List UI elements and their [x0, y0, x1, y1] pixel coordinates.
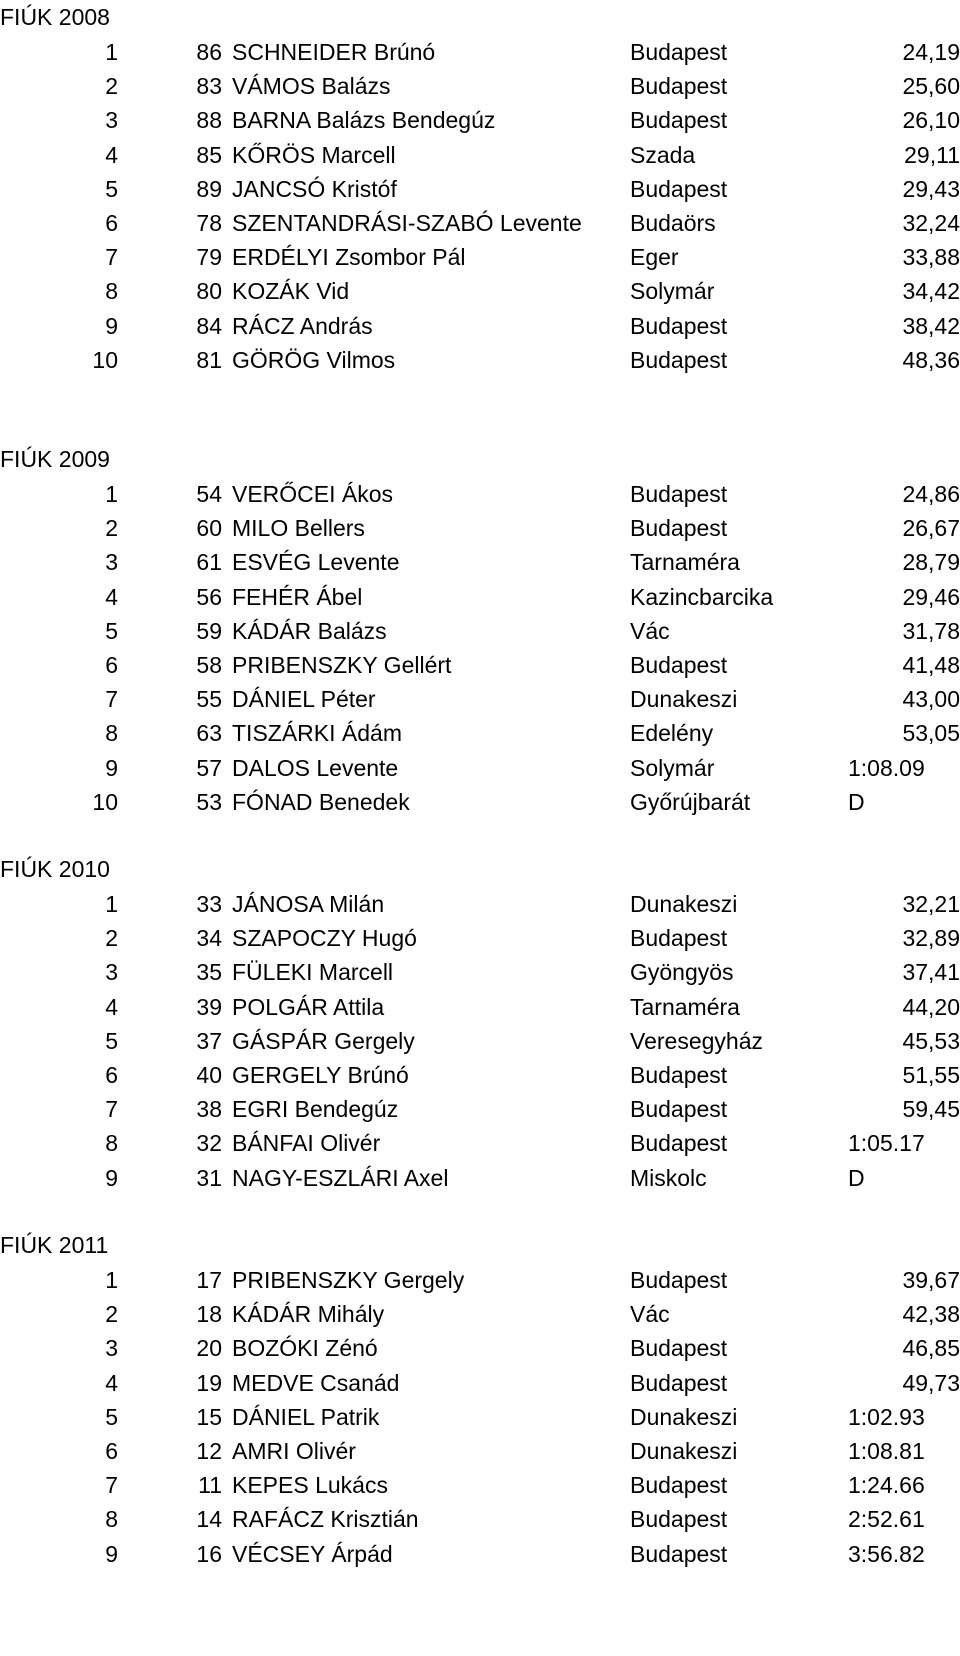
bib-number-cell: 33: [196, 891, 222, 917]
place-cell: 8: [105, 278, 118, 305]
result-row: [0, 239, 960, 275]
time-cell: 31,78: [902, 617, 960, 644]
place-cell: 7: [105, 1472, 118, 1499]
result-row: [0, 1091, 960, 1127]
result-row: [0, 137, 960, 173]
place-cell: 2: [105, 1301, 118, 1328]
time-cell: 24,86: [902, 481, 960, 507]
time-cell: 44,20: [902, 993, 960, 1020]
time-cell: D: [848, 1164, 865, 1191]
bib-number-cell: 11: [198, 1472, 222, 1499]
athlete-name-cell: AMRI Olivér: [232, 1438, 356, 1464]
bib-number-cell: 12: [196, 1438, 222, 1464]
athlete-name-cell: JANCSÓ Kristóf: [232, 175, 397, 202]
athlete-name-cell: EGRI Bendegúz: [232, 1096, 399, 1123]
bib-number-cell: 54: [196, 481, 222, 507]
result-row: [0, 1399, 960, 1435]
city-cell: Budapest: [630, 312, 728, 339]
section-title: FIÚK 2009: [0, 446, 110, 472]
athlete-name-cell: SZENTANDRÁSI-SZABÓ Levente: [232, 210, 582, 236]
place-cell: 9: [105, 1164, 118, 1191]
time-cell: 3:56.82: [848, 1540, 925, 1567]
result-row: [0, 205, 960, 241]
bib-number-cell: 15: [196, 1403, 222, 1430]
time-cell: 25,60: [902, 73, 960, 100]
place-cell: 10: [92, 788, 118, 815]
athlete-name-cell: TISZÁRKI Ádám: [232, 720, 402, 747]
athlete-name-cell: PRIBENSZKY Gergely: [232, 1267, 465, 1293]
place-cell: 6: [105, 652, 118, 678]
result-row: [0, 920, 960, 956]
time-cell: 39,67: [902, 1267, 960, 1293]
time-cell: 48,36: [902, 346, 960, 373]
bib-number-cell: 32: [196, 1130, 222, 1157]
time-cell: 29,11: [904, 141, 960, 168]
city-cell: Budapest: [630, 925, 728, 952]
time-cell: 45,53: [902, 1027, 960, 1054]
bib-number-cell: 19: [196, 1369, 222, 1396]
bib-number-cell: 34: [196, 925, 222, 952]
athlete-name-cell: BÁNFAI Olivér: [232, 1130, 381, 1157]
place-cell: 1: [105, 1267, 118, 1293]
time-cell: D: [848, 788, 865, 815]
athlete-name-cell: ESVÉG Levente: [232, 549, 400, 576]
bib-number-cell: 35: [196, 959, 222, 986]
result-row: [0, 613, 960, 649]
city-cell: Szada: [630, 141, 696, 168]
result-row: [0, 342, 960, 378]
athlete-name-cell: JÁNOSA Milán: [232, 891, 385, 917]
result-row: [0, 1125, 960, 1161]
place-cell: 7: [105, 686, 118, 713]
athlete-name-cell: VÉCSEY Árpád: [232, 1540, 393, 1567]
place-cell: 1: [105, 891, 118, 917]
city-cell: Dunakeszi: [630, 1438, 738, 1464]
bib-number-cell: 39: [196, 993, 222, 1020]
time-cell: 34,42: [902, 278, 960, 305]
time-cell: 26,10: [902, 107, 960, 134]
bib-number-cell: 56: [196, 583, 222, 610]
place-cell: 3: [105, 1335, 118, 1362]
city-cell: Solymár: [630, 754, 715, 781]
place-cell: 6: [105, 210, 118, 236]
result-row: [0, 954, 960, 990]
result-row: [0, 647, 960, 683]
result-row: [0, 544, 960, 580]
bib-number-cell: 59: [196, 617, 222, 644]
athlete-name-cell: MILO Bellers: [232, 515, 365, 542]
athlete-name-cell: KEPES Lukács: [232, 1472, 388, 1499]
bib-number-cell: 60: [196, 515, 222, 542]
city-cell: Budapest: [630, 515, 728, 542]
bib-number-cell: 89: [196, 175, 222, 202]
result-row: [0, 681, 960, 717]
city-cell: Eger: [630, 244, 679, 271]
place-cell: 5: [105, 1027, 118, 1054]
place-cell: 9: [105, 754, 118, 781]
athlete-name-cell: DÁNIEL Patrik: [232, 1403, 380, 1430]
place-cell: 8: [105, 1130, 118, 1157]
athlete-name-cell: FÓNAD Benedek: [232, 788, 410, 815]
city-cell: Budapest: [630, 1472, 728, 1499]
result-row: [0, 784, 960, 820]
bib-number-cell: 38: [196, 1096, 222, 1123]
bib-number-cell: 61: [196, 549, 222, 576]
bib-number-cell: 86: [196, 39, 222, 65]
athlete-name-cell: PRIBENSZKY Gellért: [232, 652, 452, 678]
bib-number-cell: 58: [196, 652, 222, 678]
time-cell: 32,24: [902, 210, 960, 236]
athlete-name-cell: FÜLEKI Marcell: [232, 959, 394, 986]
result-row: [0, 886, 960, 922]
place-cell: 2: [105, 925, 118, 952]
athlete-name-cell: NAGY-ESZLÁRI Axel: [232, 1164, 449, 1191]
city-cell: Tarnaméra: [630, 549, 740, 576]
athlete-name-cell: DÁNIEL Péter: [232, 686, 376, 713]
result-row: [0, 102, 960, 138]
time-cell: 41,48: [902, 652, 960, 678]
place-cell: 6: [105, 1062, 118, 1088]
athlete-name-cell: GÁSPÁR Gergely: [232, 1027, 415, 1054]
athlete-name-cell: BARNA Balázs Bendegúz: [232, 107, 496, 134]
result-row: [0, 171, 960, 207]
athlete-name-cell: RÁCZ András: [232, 312, 373, 339]
result-row: [0, 1296, 960, 1332]
place-cell: 7: [105, 1096, 118, 1123]
athlete-name-cell: ERDÉLYI Zsombor Pál: [232, 244, 466, 271]
place-cell: 9: [105, 312, 118, 339]
city-cell: Dunakeszi: [630, 686, 738, 713]
city-cell: Solymár: [630, 278, 715, 305]
result-row: [0, 1057, 960, 1093]
city-cell: Gyöngyös: [630, 959, 734, 986]
city-cell: Dunakeszi: [630, 891, 738, 917]
athlete-name-cell: KÁDÁR Mihály: [232, 1301, 385, 1328]
result-row: [0, 989, 960, 1025]
bib-number-cell: 20: [196, 1335, 222, 1362]
place-cell: 3: [105, 107, 118, 134]
city-cell: Edelény: [630, 720, 714, 747]
place-cell: 3: [105, 959, 118, 986]
time-cell: 43,00: [902, 686, 960, 713]
section-title: FIÚK 2010: [0, 856, 110, 882]
city-cell: Budapest: [630, 346, 728, 373]
result-row: [0, 1501, 960, 1537]
bib-number-cell: 83: [196, 73, 222, 100]
city-cell: Budapest: [630, 1130, 728, 1157]
athlete-name-cell: VERŐCEI Ákos: [232, 481, 394, 507]
athlete-name-cell: GERGELY Brúnó: [232, 1062, 409, 1088]
time-cell: 2:52.61: [848, 1506, 925, 1533]
result-row: [0, 1262, 960, 1298]
time-cell: 24,19: [902, 39, 960, 65]
place-cell: 1: [105, 39, 118, 65]
time-cell: 1:24.66: [848, 1472, 925, 1499]
time-cell: 1:02.93: [848, 1403, 925, 1430]
city-cell: Budapest: [630, 1369, 728, 1396]
city-cell: Kazincbarcika: [630, 583, 774, 610]
section-title: FIÚK 2011: [0, 1232, 109, 1258]
city-cell: Budapest: [630, 1096, 728, 1123]
place-cell: 4: [105, 993, 118, 1020]
result-row: [0, 1536, 960, 1572]
bib-number-cell: 17: [196, 1267, 222, 1293]
bib-number-cell: 79: [196, 244, 222, 271]
city-cell: Vác: [630, 1301, 670, 1328]
result-row: [0, 715, 960, 751]
bib-number-cell: 80: [196, 278, 222, 305]
result-row: [0, 308, 960, 344]
result-row: [0, 273, 960, 309]
time-cell: 38,42: [902, 312, 960, 339]
athlete-name-cell: BOZÓKI Zénó: [232, 1335, 378, 1362]
result-row: [0, 750, 960, 786]
bib-number-cell: 81: [196, 346, 222, 373]
result-row: [0, 68, 960, 104]
bib-number-cell: 88: [196, 107, 222, 134]
place-cell: 4: [105, 1369, 118, 1396]
place-cell: 4: [105, 583, 118, 610]
city-cell: Budapest: [630, 652, 728, 678]
place-cell: 1: [105, 481, 118, 507]
place-cell: 10: [92, 346, 118, 373]
city-cell: Budapest: [630, 175, 728, 202]
result-row: [0, 1023, 960, 1059]
bib-number-cell: 16: [196, 1540, 222, 1567]
athlete-name-cell: GÖRÖG Vilmos: [232, 346, 396, 373]
bib-number-cell: 18: [196, 1301, 222, 1328]
place-cell: 2: [105, 73, 118, 100]
athlete-name-cell: KÁDÁR Balázs: [232, 617, 387, 644]
result-row: [0, 1330, 960, 1366]
time-cell: 32,89: [902, 925, 960, 952]
city-cell: Budapest: [630, 1267, 728, 1293]
city-cell: Budapest: [630, 1062, 728, 1088]
city-cell: Győrújbarát: [630, 788, 751, 815]
city-cell: Vác: [630, 617, 670, 644]
place-cell: 7: [105, 244, 118, 271]
city-cell: Budapest: [630, 1335, 728, 1362]
time-cell: 1:08.81: [848, 1438, 925, 1464]
bib-number-cell: 63: [196, 720, 222, 747]
bib-number-cell: 31: [196, 1164, 222, 1191]
time-cell: 51,55: [902, 1062, 960, 1088]
time-cell: 29,43: [902, 175, 960, 202]
time-cell: 37,41: [902, 959, 960, 986]
place-cell: 8: [105, 720, 118, 747]
result-row: [0, 1433, 960, 1469]
city-cell: Budapest: [630, 107, 728, 134]
athlete-name-cell: RAFÁCZ Krisztián: [232, 1506, 419, 1533]
city-cell: Tarnaméra: [630, 993, 740, 1020]
athlete-name-cell: FEHÉR Ábel: [232, 583, 363, 610]
place-cell: 5: [105, 175, 118, 202]
athlete-name-cell: SCHNEIDER Brúnó: [232, 39, 436, 65]
place-cell: 5: [105, 1403, 118, 1430]
result-row: [0, 34, 960, 70]
place-cell: 3: [105, 549, 118, 576]
bib-number-cell: 84: [196, 312, 222, 339]
time-cell: 1:08.09: [848, 754, 925, 781]
result-row: [0, 1160, 960, 1196]
athlete-name-cell: DALOS Levente: [232, 754, 399, 781]
city-cell: Budapest: [630, 39, 728, 65]
time-cell: 49,73: [902, 1369, 960, 1396]
result-row: [0, 579, 960, 615]
athlete-name-cell: KOZÁK Vid: [232, 278, 350, 305]
city-cell: Budapest: [630, 481, 728, 507]
city-cell: Miskolc: [630, 1164, 707, 1191]
bib-number-cell: 78: [196, 210, 222, 236]
city-cell: Budapest: [630, 73, 728, 100]
bib-number-cell: 14: [196, 1506, 222, 1533]
place-cell: 2: [105, 515, 118, 542]
time-cell: 59,45: [902, 1096, 960, 1123]
result-row: [0, 510, 960, 546]
bib-number-cell: 55: [196, 686, 222, 713]
city-cell: Budapest: [630, 1540, 728, 1567]
athlete-name-cell: POLGÁR Attila: [232, 993, 385, 1020]
time-cell: 46,85: [902, 1335, 960, 1362]
result-row: [0, 1365, 960, 1401]
city-cell: Budaörs: [630, 210, 716, 236]
athlete-name-cell: VÁMOS Balázs: [232, 73, 391, 100]
place-cell: 5: [105, 617, 118, 644]
time-cell: 42,38: [902, 1301, 960, 1328]
place-cell: 6: [105, 1438, 118, 1464]
bib-number-cell: 53: [196, 788, 222, 815]
bib-number-cell: 40: [196, 1062, 222, 1088]
place-cell: 4: [105, 141, 118, 168]
place-cell: 9: [105, 1540, 118, 1567]
athlete-name-cell: KŐRÖS Marcell: [232, 141, 396, 168]
bib-number-cell: 85: [196, 141, 222, 168]
time-cell: 33,88: [902, 244, 960, 271]
time-cell: 1:05.17: [848, 1130, 925, 1157]
athlete-name-cell: SZAPOCZY Hugó: [232, 925, 417, 952]
city-cell: Budapest: [630, 1506, 728, 1533]
place-cell: 8: [105, 1506, 118, 1533]
result-row: [0, 1467, 960, 1503]
section-title: FIÚK 2008: [0, 4, 110, 30]
time-cell: 29,46: [902, 583, 960, 610]
result-row: [0, 476, 960, 512]
bib-number-cell: 57: [196, 754, 222, 781]
bib-number-cell: 37: [196, 1027, 222, 1054]
city-cell: Dunakeszi: [630, 1403, 738, 1430]
city-cell: Veresegyház: [630, 1027, 763, 1054]
time-cell: 28,79: [902, 549, 960, 576]
time-cell: 26,67: [902, 515, 960, 542]
time-cell: 53,05: [902, 720, 960, 747]
athlete-name-cell: MEDVE Csanád: [232, 1369, 400, 1396]
time-cell: 32,21: [902, 891, 960, 917]
